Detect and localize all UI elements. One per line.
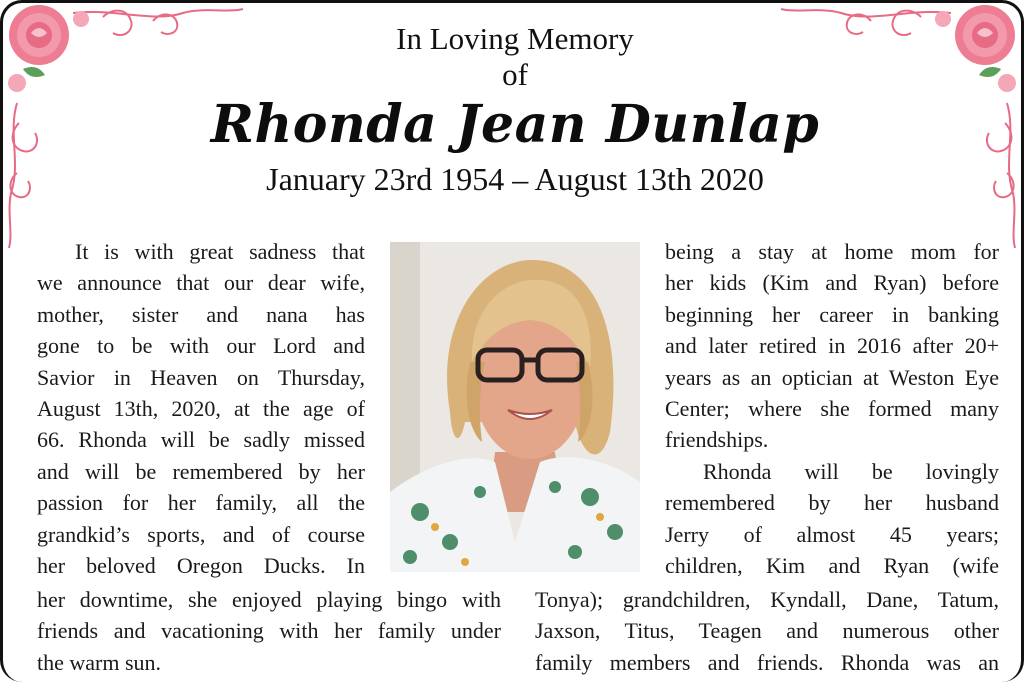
deceased-name: Rhonda Jean Dunlap bbox=[210, 94, 820, 155]
portrait-illustration bbox=[390, 242, 640, 572]
text-line: Savior in Heaven on Thursday, bbox=[37, 364, 365, 390]
text-line: grandkid’s sports, and of course bbox=[37, 521, 365, 547]
text-line: friends and vacationing with her family under bbox=[37, 618, 501, 644]
obituary-heading bbox=[3, 21, 1024, 199]
text-line: her downtime, she enjoyed playing bingo with bbox=[37, 587, 501, 612]
text-line: her kids (Kim and Ryan) before bbox=[665, 270, 999, 296]
text-line: Center; where she formed many bbox=[665, 396, 999, 422]
text-line: 66. Rhonda will be sadly missed bbox=[37, 427, 365, 453]
text-line: passion for her family, all the bbox=[37, 490, 365, 516]
life-dates: January 23rd 1954 – August 13th 2020 bbox=[266, 161, 764, 197]
text-line: and later retired in 2016 after 20+ bbox=[665, 333, 999, 359]
text-line: we announce that our dear wife, bbox=[37, 270, 365, 296]
heading-in-loving-memory: In Loving Memory bbox=[396, 21, 634, 56]
text-line: children, Kim and Ryan (wife bbox=[665, 553, 999, 579]
obituary-right-column bbox=[665, 236, 999, 581]
text-line: mother, sister and nana has bbox=[37, 301, 365, 327]
text-line: Rhonda will be lovingly bbox=[703, 458, 999, 484]
text-line: remembered by her husband bbox=[665, 490, 999, 516]
text-line: Jaxson, Titus, Teagen and numerous other bbox=[535, 618, 999, 644]
text-line: being a stay at home mom for bbox=[665, 239, 999, 264]
obituary-left-column bbox=[37, 236, 365, 581]
portrait-photo bbox=[390, 242, 640, 572]
text-line: and will be remembered by her bbox=[37, 458, 365, 484]
text-line: her beloved Oregon Ducks. In bbox=[37, 553, 365, 579]
text-line: the warm sun. bbox=[37, 649, 162, 675]
text-line: It is with great sadness that bbox=[75, 239, 365, 264]
text-line: family members and friends. Rhonda was an bbox=[535, 649, 999, 675]
text-line: Jerry of almost 45 years; bbox=[665, 521, 999, 547]
obituary-bottom-right bbox=[535, 584, 999, 678]
text-line: gone to be with our Lord and bbox=[37, 333, 365, 359]
heading-of: of bbox=[502, 57, 528, 92]
obituary-bottom-left bbox=[37, 584, 501, 678]
text-line: friendships. bbox=[665, 427, 769, 453]
text-line: years as an optician at Weston Eye bbox=[665, 364, 999, 390]
text-line: Tonya); grandchildren, Kyndall, Dane, Tatum, bbox=[535, 587, 999, 612]
text-line: August 13th, 2020, at the age of bbox=[37, 396, 365, 422]
text-line: beginning her career in banking bbox=[665, 301, 999, 327]
